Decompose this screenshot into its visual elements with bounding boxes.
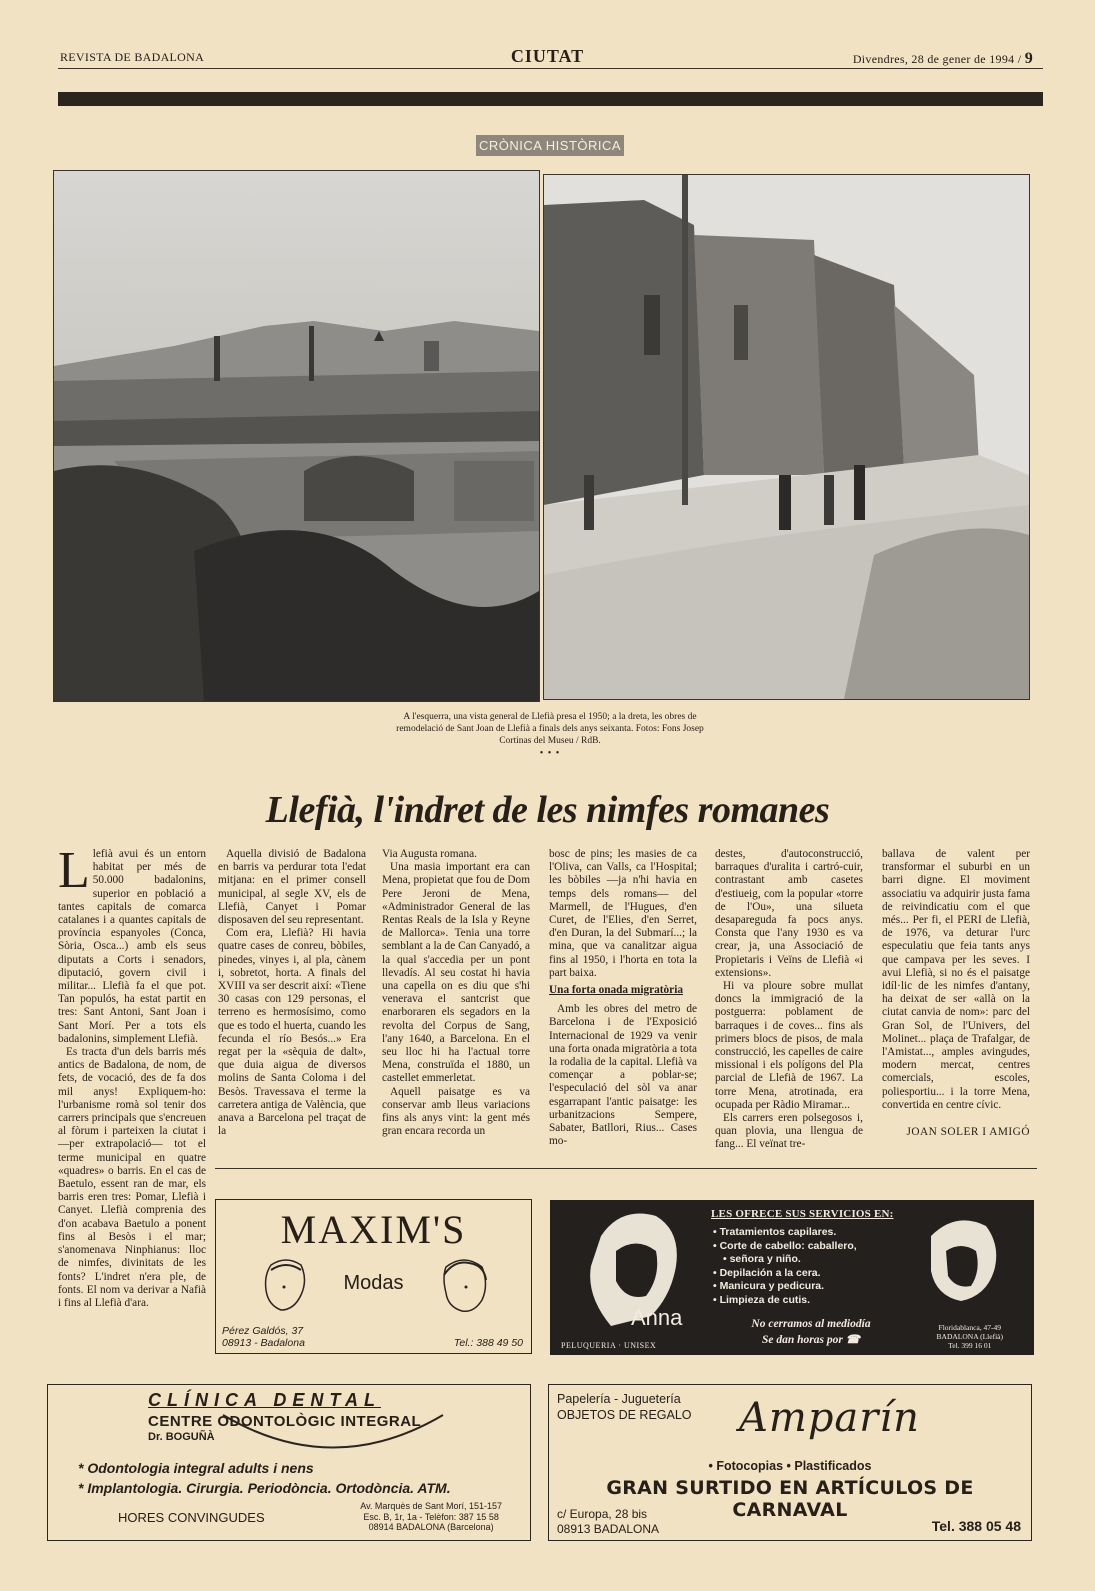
paragraph: Via Augusta romana.	[382, 848, 478, 860]
header-rule	[58, 68, 1043, 69]
ad-dental-service: * Odontologia integral adults i nens	[78, 1460, 314, 1476]
ad-dental-address	[360, 1501, 502, 1533]
ad-maxims-name: MAXIM'S	[280, 1207, 467, 1252]
service-item	[713, 1253, 857, 1267]
article-headline: Llefià, l'indret de les nimfes romanes	[265, 789, 830, 831]
woman-face-icon	[434, 1255, 494, 1317]
address-line: Esc. B, 1r, 1a - Telèfon: 387 15 58	[363, 1511, 499, 1522]
address-line: 08913 - Badalona	[222, 1337, 305, 1349]
ad-amparin-logo: Amparín	[739, 1395, 920, 1441]
address-line: c/ Europa, 28 bis	[557, 1507, 648, 1521]
service-item: • Depilación a la cera.	[713, 1267, 857, 1281]
ad-amparin-address	[557, 1507, 659, 1537]
ad-line: OBJETOS DE REGALO	[557, 1408, 692, 1422]
man-face-icon	[256, 1255, 316, 1317]
article-column-6	[882, 848, 1030, 1139]
ad-dental-title: CLÍNICA DENTAL	[148, 1390, 381, 1410]
paragraph: ballava de valent per transformar el suburbi en un barri digne. El moviment associatiu va adquirir justa fama de reivindicatiu com el que més... Per fi, el PERI de Llefià, de 1976, va deturar l'urc especulatiu que feia tants anys que campava per les seves. I avui Llefià, si no és el paisatge idíl·lic de les nimfes d'antany, ha deixat de ser «allà on la ciutat canvia de nom»: parc del Gran Sol, de l'Univers, del Molinet... plaça de Trafalgar, de l'Amistat..., amples avingudes, modern mercat, centres comercials, escoles, poliesportiu... i la torre Mena, convertida en centre cívic.	[882, 848, 1030, 1111]
paragraph: Hi va ploure sobre mullat doncs la immigració de la postguerra: poblament de barraques i de coves... fins als primers blocs de pisos, de mala construcció, les capelles de caire missional i els polígons del Pla parcial de Llefià de 1967. La torre Mena, atrotinada, era ocupada per Ràdio Miramar...	[715, 980, 863, 1111]
note-line: No cerramos al mediodía	[751, 1318, 871, 1330]
ad-line: Papelería - Juguetería	[557, 1392, 681, 1406]
note-line: Se dan horas por ☎	[761, 1334, 861, 1346]
address-line: BADALONA (Llefià)	[936, 1332, 1003, 1341]
article-column-5	[715, 848, 863, 1152]
kicker-label: CRÒNICA HISTÒRICA	[476, 135, 624, 156]
ad-maxims-address	[222, 1325, 305, 1349]
ad-anna-services	[713, 1226, 857, 1307]
address-line: Av. Marquès de Sant Morí, 151-157	[360, 1501, 502, 1511]
header-bar	[58, 92, 1043, 106]
address-line: 08913 BADALONA	[557, 1522, 660, 1536]
ad-amparin-phone: Tel. 388 05 48	[931, 1518, 1021, 1534]
ad-dental-service: * Implantologia. Cirurgia. Periodòncia. Ortodòncia. ATM.	[78, 1480, 451, 1496]
smile-arc-icon	[218, 1405, 448, 1455]
ad-maxims-phone: Tel.: 388 49 50	[453, 1337, 523, 1349]
paragraph: Llefià avui és un entorn habitat per més de 50.000 badalonins, superior en població a tantes capitals de comarca catalanes i a quantes capitals de província espanyoles (Conca, Sòria, Osca...) amb els seus diputats a Corts i senadors, diputació, govern civil i militar... Llefià fa el que pot. Tan populós, ha estat partit en tres: Sant Antoni, Sant Joan i Sant Morí. Per a tots els badalonins, simplement Llefià.	[58, 842, 206, 1045]
ad-clinica-dental	[47, 1384, 531, 1541]
paragraph: Es tracta d'un dels barris més antics de Badalona, de nom, de fets, de vocació, des de fa dos mil anys! Expliquem-ho: l'urbanisme romà sol tenir dos carrers principals que s'encreuen al fòrum i parteixen la ciutat i —per extrapolació— tot el terme municipal en quatre «quadres» o barris. En el cas de Baetulo, essent ran de mar, els barris eren tres: Pomar, Llefià i Canyet. Llefià comprenia des d'on acabava Baetulo a ponent fins al Besòs i el mar; s'anomenava Ninphianus: lloc de nimfes, divinitats de les fonts? L'indret n'era ple, de fonts. El nom va derivar a Nafià i fins al Llefià d'ara.	[58, 1046, 206, 1309]
paragraph: Els carrers eren polsegosos i, quan plovia, una llengua de fang... El veïnat tre-	[715, 1112, 863, 1151]
paragraph: Una masia important era can Mena, propietat que fou de Dom Pere Jeroni de Mena, «Administrador General de las Rentas Reals de la Isla y Reyne de Mallorca». Tenia una torre semblant a la de Can Canyadó, a la qual s'accedia per un pont llevadís. Al seu costat hi havia una capella on es diu que s'hi venerava el santcrist que enarboraren els segadors en la revolta del Corpus de Sang, l'any 1640, a Barcelona. En el seu lloc hi ha l'actual torre Mena, construïda el 1880, un castellet emmerletat.	[382, 861, 530, 1085]
man-portrait-icon	[916, 1211, 1006, 1306]
date-text: Divendres, 28 de gener de 1994 /	[852, 52, 1022, 66]
service-item: • Corte de cabello: caballero,	[713, 1240, 857, 1254]
ad-anna-tagline: PELUQUERIA · UNISEX	[561, 1341, 657, 1350]
paragraph: Com era, Llefià? Hi havia quatre cases de conreu, bòbiles, pinedes, vinyes i, al pla, cànem i, sobretot, horta. A finals del XVIII va ser descrit així: «Tiene 30 casas con 129 personas, el terreno es hermosísimo, como que es todo el huerta, cuando les fecunda el río Besós...» Era regat per la «sèquia de dalt», que duia aigua de diversos molins de Santa Coloma i del Besòs. Travessava el terme la carretera antiga de València, que anava a Barcelona pel traçat de la	[218, 927, 366, 1138]
caption-dots: • • •	[539, 748, 561, 759]
service-item: • Manicura y pedicura.	[713, 1280, 857, 1294]
section-title: CIUTAT	[510, 46, 585, 66]
ad-dental-subtitle: CENTRE ODONTOLÒGIC INTEGRAL	[148, 1413, 422, 1430]
address-line: 08914 BADALONA (Barcelona)	[368, 1522, 494, 1532]
ad-amparin-lines	[557, 1391, 692, 1423]
article-column-2	[218, 848, 366, 1138]
ad-anna-heading: LES OFRECE SUS SERVICIOS EN:	[711, 1208, 894, 1220]
ads-separator	[215, 1168, 1037, 1169]
address-line: Tel. 399 16 01	[948, 1341, 992, 1350]
ad-anna-notes	[706, 1316, 916, 1348]
paragraph: destes, d'autoconstrucció, barraques d'uralita i cartró-cuir, contrastant amb casetes d'estiueig, com la popular «torre de l'Ou», una silueta desapareguda fa pocs anys. Consta que l'any 1930 es va crear, ja, una Associació de Propietaris i Veïns de Llefià «i extensions».	[715, 848, 863, 979]
ad-anna-logo: Anna	[631, 1305, 683, 1330]
service-item: • Limpieza de cutis.	[713, 1294, 857, 1308]
article-column-4	[549, 848, 697, 1148]
service-text: señora y niño.	[729, 1253, 801, 1265]
article-column-3	[382, 848, 530, 1138]
paragraph: Amb les obres del metro de Barcelona i de l'Exposició Internacional de 1929 va venir una forta onada migratòria a tota la rodalia de la capital. Llefià va començar a poblar-se; l'especulació del sòl va anar esgarrapant l'antic paisatge: les urbanitzacions Sempere, Sabater, Batllori, Rius... Cases mo-	[549, 1003, 697, 1148]
ad-dental-doctor: Dr. BOGUÑÀ	[148, 1431, 215, 1443]
author-signature: JOAN SOLER I AMIGÓ	[906, 1126, 1030, 1139]
address-line: Floridablanca, 47-49	[938, 1323, 1002, 1332]
ad-maxims-sub: Modas	[343, 1272, 404, 1294]
photo-sant-joan-remodelacio	[543, 174, 1030, 700]
paragraph: Aquell paisatge es va conservar amb lleus variacions fins als anys vint: la gent més gran encara recorda un	[382, 1085, 530, 1138]
page-number: 9	[1024, 50, 1033, 67]
address-line: Pérez Galdós, 37	[222, 1325, 304, 1337]
paragraph: Aquella divisió de Badalona en barris va perdurar tota l'edat mitjana: en el primer consell municipal, al segle XV, els de Llefià, Canyet i Pomar disposaven del seu representant.	[218, 848, 366, 927]
photo-llefia-1950	[53, 170, 540, 702]
photo-caption: A l'esquerra, una vista general de Llefià presa el 1950; a la dreta, les obres de remodelació de Sant Joan de Llefià a finals dels anys seixanta. Fotos: Fons Josep Cortinas del Museu / RdB.	[396, 712, 704, 746]
ad-dental-hours: HORES CONVINGUDES	[118, 1510, 265, 1525]
publication-name: REVISTA DE BADALONA	[60, 50, 205, 64]
service-item: • Tratamientos capilares.	[713, 1226, 857, 1240]
ad-anna-peluqueria	[550, 1200, 1034, 1355]
ad-amparin-services: • Fotocopias • Plastificados	[708, 1459, 872, 1473]
ad-amparin-headline: GRAN SURTIDO EN ARTÍCULOS DE CARNAVAL	[606, 1477, 974, 1521]
ad-anna-address	[937, 1323, 1003, 1350]
paragraph: bosc de pins; les masies de ca l'Oliva, can Valls, ca l'Hospital; les bòbiles —ja n'hi havia en temps dels romans— del Marmell, de l'Hugues, d'en Curet, de l'Elies, d'en Serret, d'en Duran, la del Submarí...; la mina, que va canalitzar aigua fins al 1950, i l'horta en tota la part baixa.	[549, 848, 697, 979]
ad-amparin	[548, 1384, 1032, 1541]
ad-maxims	[215, 1199, 532, 1354]
subheading: Una forta onada migratòria	[549, 984, 683, 997]
article-column-1	[58, 842, 206, 1310]
issue-date	[853, 50, 1033, 68]
